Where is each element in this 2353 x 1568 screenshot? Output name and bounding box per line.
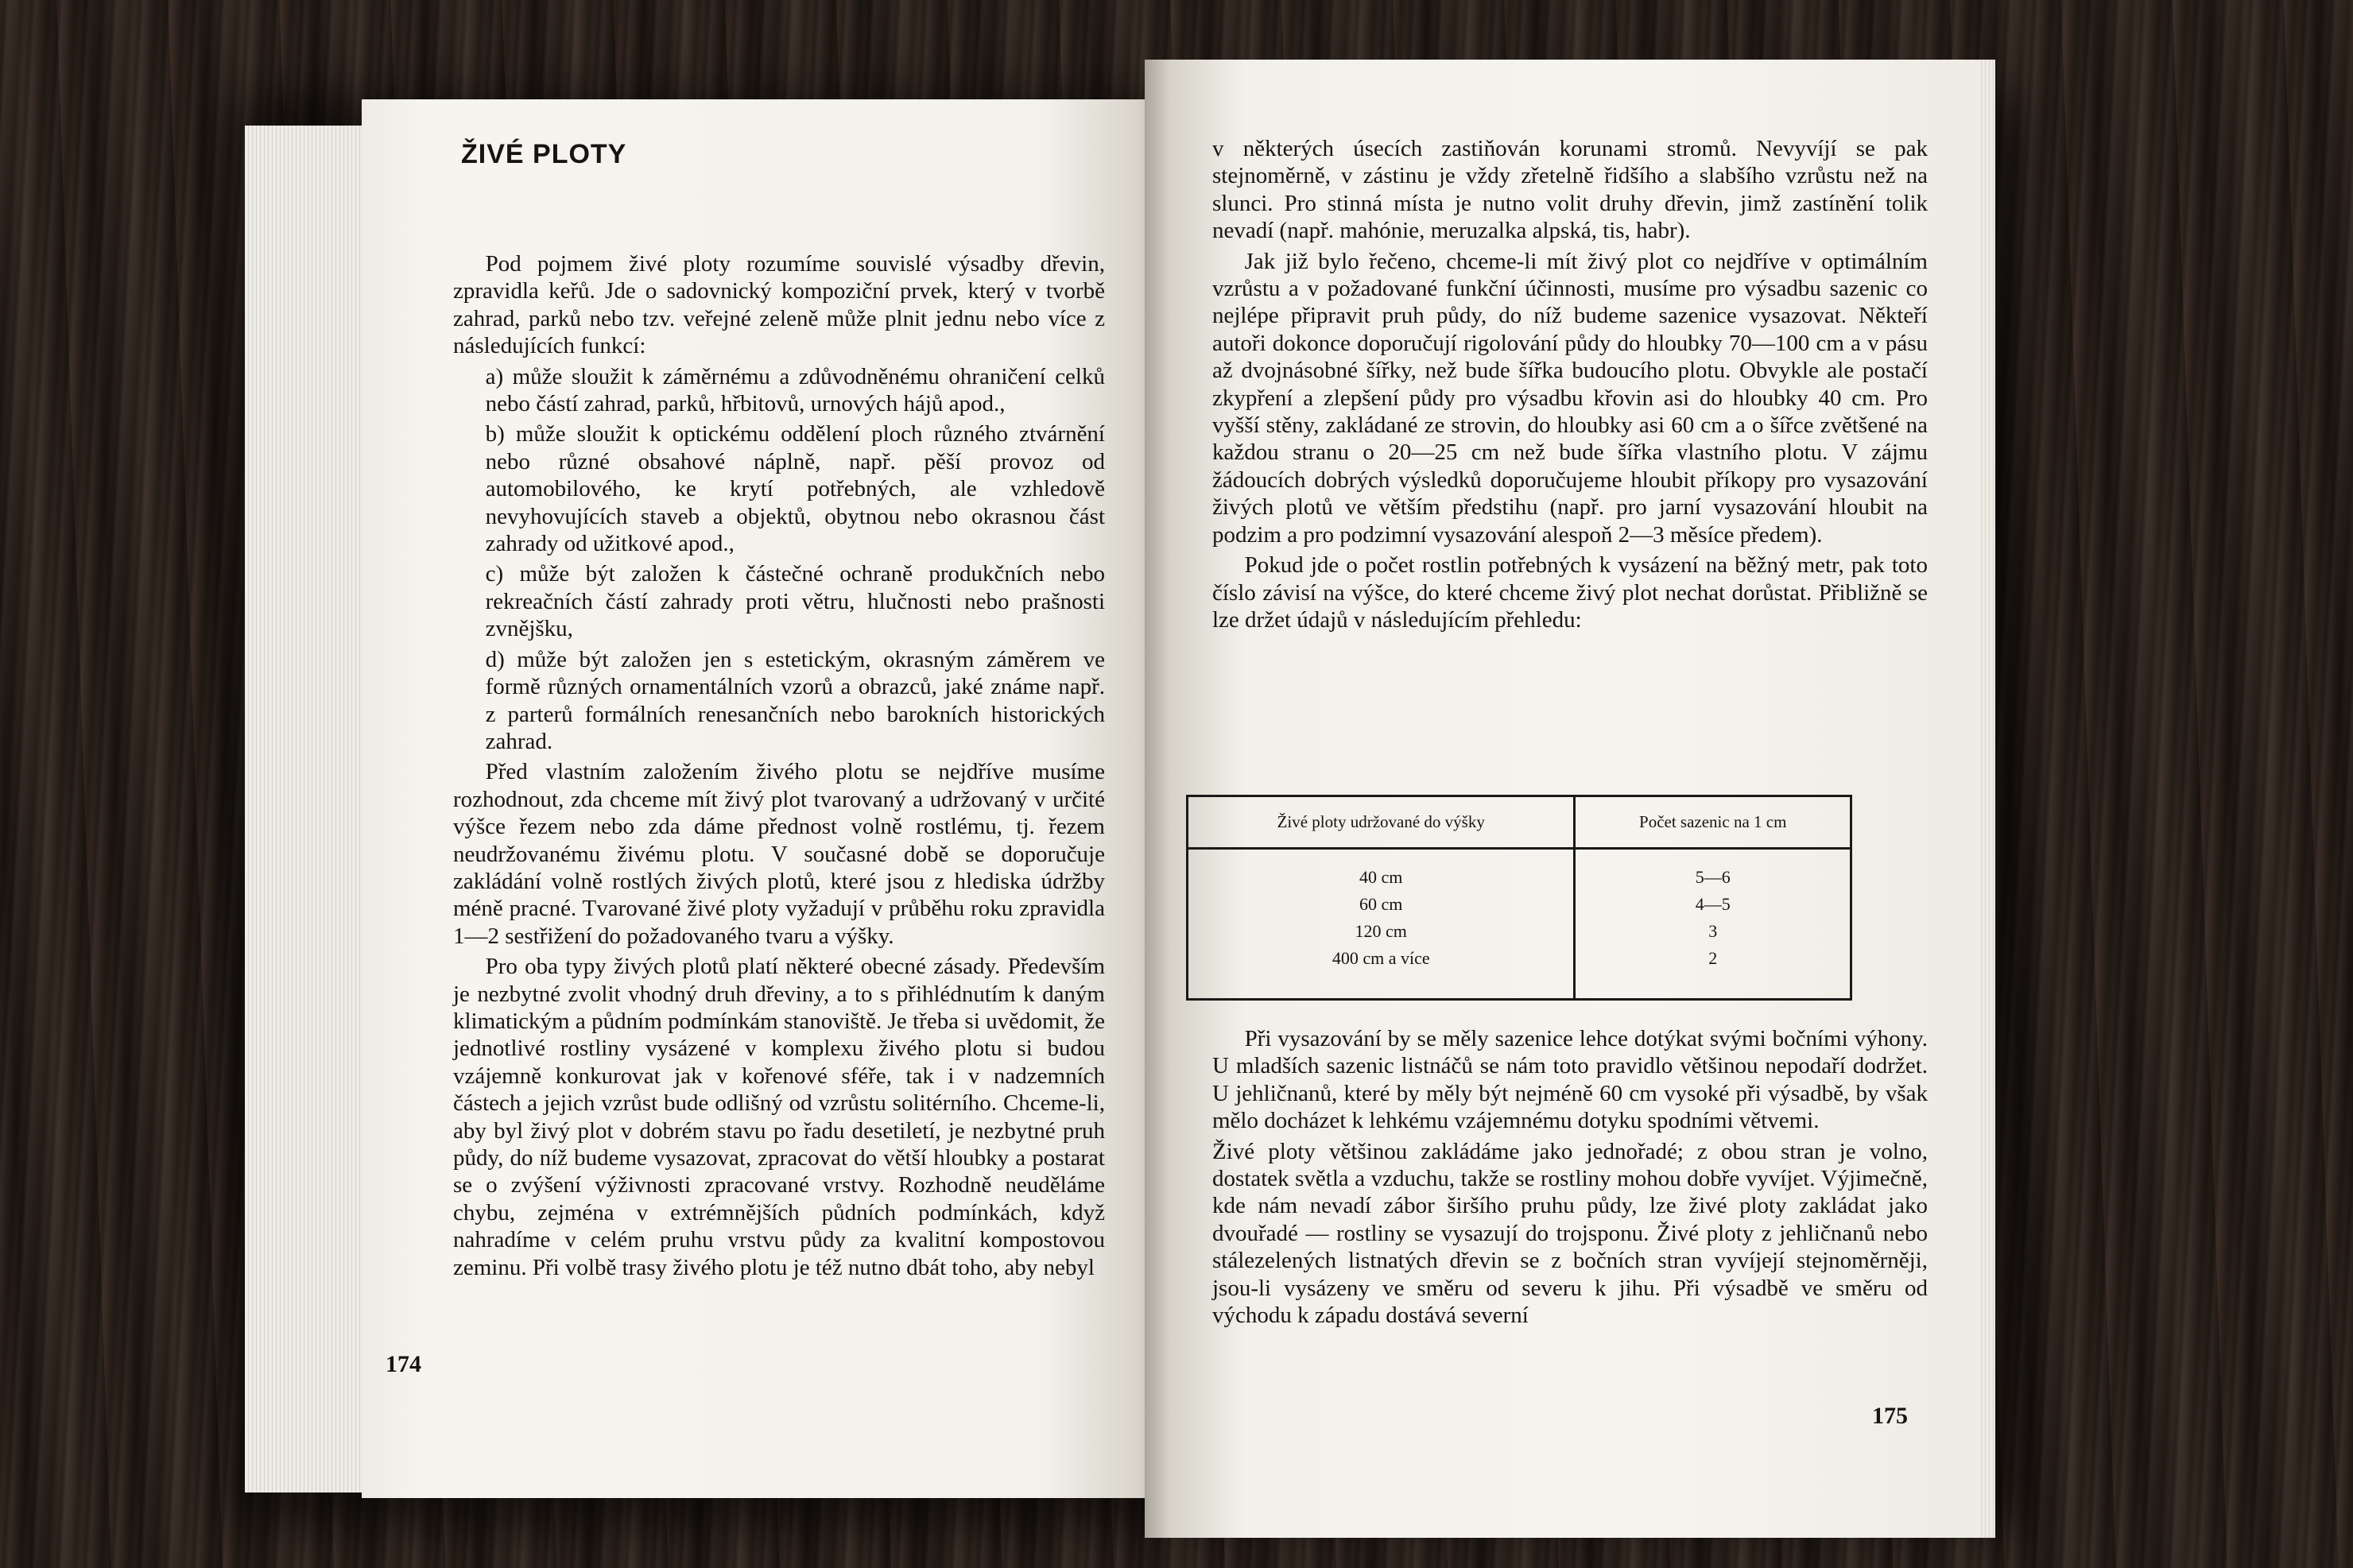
page-number: 175 (1872, 1403, 1908, 1429)
table-cell-count: 4—5 (1695, 894, 1731, 914)
list-item: c) může být založen k částečné ochraně produkčních nebo rekreačních částí zahrady proti větru, hlučnosti nebo prašnosti zvnějšku, (485, 561, 1105, 642)
table-cell-count: 3 (1708, 921, 1718, 941)
height-column (1188, 849, 1575, 1000)
table-header-height: Živé ploty udržované do výšky (1188, 796, 1575, 849)
table-cell-height: 40 cm (1359, 867, 1403, 887)
right-page-text-top (1212, 135, 1928, 637)
paragraph: Pod pojmem živé ploty rozumíme souvislé výsadby dřevin, zpravidla keřů. Jde o sadovnický kompoziční prvek, který v tvorbě zahrad, parků nebo tzv. veřejné zeleně může plnit jednu nebo více z následujících funkcí: (453, 251, 1105, 359)
table-cell-count: 5—6 (1695, 867, 1731, 887)
left-page-text (453, 250, 1105, 1284)
count-column (1575, 849, 1851, 1000)
list-item: b) může sloužit k optickému oddělení ploch různého ztvárnění nebo různé obsahové náplně, např. pěší provoz od automobilového, ke krytí potřebných, ale vzhledově nevyhovujících staveb a objektů, obytnou nebo okrasnou část zahrady od užitkové apod., (485, 421, 1105, 557)
table-header-count: Počet sazenic na 1 cm (1575, 796, 1851, 849)
paragraph: Před vlastním založením živého plotu se nejdříve musíme rozhodnout, zda chceme mít živý plot tvarovaný a udržovaný v určité výšce řezem nebo zda dáme přednost volně rostlému, tj. řezem neudržovanému živému plotu. V současné době se doporučuje zakládání volně rostlých živých plotů, které jsou z hlediska údržby méně pracné. Tvarované živé ploty vyžadují v průběhu roku zpravidla 1—2 sestřižení do požadovaného tvaru a výšky. (453, 759, 1105, 949)
paragraph: Pro oba typy živých plotů platí některé obecné zásady. Především je nezbytné zvolit vhodný druh dřeviny, a to s přihlédnutím k daným klimatickým a půdním podmínkám stanoviště. Je třeba si uvědomit, že jednotlivé rostliny vysázené v komplexu živého plotu si budou vzájemně konkurovat jak v kořenové sféře, tak i v nadzemních částech a jejich vzrůst bude odlišný od vzrůstu solitérního. Chceme-li, aby byl živý plot v dobrém stavu po řadu desetiletí, je nezbytné pruh půdy, do níž budeme vysazovat, zpracovat do větší hloubky a postarat se o zvýšení výživnosti zpracované vrstvy. Rozhodně neuděláme chybu, zejména v extrémnějších půdních podmínkách, když nahradíme v celém pruhu vrstvu půdy za kvalitní kompostovou zeminu. Při volbě trasy živého plotu je též nutno dbát toho, aby nebyl (453, 954, 1105, 1280)
table-cell-height: 400 cm a více (1332, 948, 1430, 968)
right-page-text-bottom (1212, 1025, 1928, 1332)
page-heading: ŽIVÉ PLOTY (461, 139, 627, 169)
left-page (362, 99, 1161, 1498)
table-cell-height: 60 cm (1359, 894, 1403, 914)
list-item: d) může být založen jen s estetickým, okrasným záměrem ve formě různých ornamentálních vzorů a obrazců, jaké známe např. z parterů formálních renesančních nebo barokních historických zahrad. (485, 646, 1105, 754)
paragraph: Při vysazování by se měly sazenice lehce dotýkat svými bočními výhony. U mladších sazenic listnáčů se nám toto pravidlo většinou nepodaří dodržet. U jehličnanů, které by měly být nejméně 60 cm vysoké při výsadbě, by však mělo docházet k lehkému vzájemnému dotyku spodními větvemi. (1212, 1026, 1928, 1134)
table-cell-height: 120 cm (1355, 921, 1407, 941)
paragraph: Pokud jde o počet rostlin potřebných k vysázení na běžný metr, pak toto číslo závisí na výšce, do které chceme živý plot nechat dorůstat. Přibližně se lze držet údajů v následujícím přehledu: (1212, 552, 1928, 633)
paragraph: Živé ploty většinou zakládáme jako jednořadé; z obou stran je volno, dostatek světla a vzduchu, takže se rostliny mohou dobře vyvíjet. Výjimečně, kde nám nevadí zábor širšího pruhu půdy, lze živé ploty zakládat jako dvouřadé — rostliny se vysazují do trojsponu. Živé ploty z jehličnanů nebo stálezelených listnatých dřevin se z bočních stran vyvíjejí stejnoměrněji, jsou-li vysázeny ve směru od severu k jihu. Při výsadbě ve směru od východu k západu dostává severní (1212, 1138, 1928, 1329)
list-item: a) může sloužit k záměrnému a zdůvodněnému ohraničení celků nebo částí zahrad, parků, hřbitovů, urnových hájů apod., (485, 363, 1105, 417)
table-cell-count: 2 (1708, 948, 1718, 968)
right-page (1145, 60, 1981, 1538)
plant-count-table (1186, 795, 1852, 1001)
page-edges-left (245, 126, 380, 1493)
paragraph: Jak již bylo řečeno, chceme-li mít živý plot co nejdříve v optimálním vzrůstu a v požadované funkční účinnosti, musíme pro výsadbu sazenic co nejlépe připravit pruh půdy, do níž budeme sazenice vysazovat. Někteří autoři dokonce doporučují rigolování půdy do hloubky 70—100 cm a v pásu až dvojnásobné šířky, než bude šířka budoucího plotu. Obvykle ale postačí zkypření a zlepšení půdy pro výsadbu křovin asi do hloubky 40 cm. Pro vyšší stěny, zakládané ze strovin, do hloubky asi 60 cm a o šířce zvětšené na každou stranu o 20—25 cm než bude šířka vlastního plotu. V zájmu žádoucích dobrých výsledků doporučujeme hloubit příkopy pro vysazování živých plotů ve větším předstihu (např. pro jarní vysazování hloubit na podzim a pro podzimní vysazování alespoň 2—3 měsíce předem). (1212, 248, 1928, 548)
paragraph: v některých úsecích zastiňován korunami stromů. Nevyvíjí se pak stejnoměrně, v zástinu je vždy zřetelně řidšího a slabšího vzrůstu než na slunci. Pro stinná místa je nutno volit druhy dřevin, jimž zastínění tolik nevadí (např. mahónie, meruzalka alpská, tis, habr). (1212, 136, 1928, 244)
page-number: 174 (386, 1351, 421, 1377)
